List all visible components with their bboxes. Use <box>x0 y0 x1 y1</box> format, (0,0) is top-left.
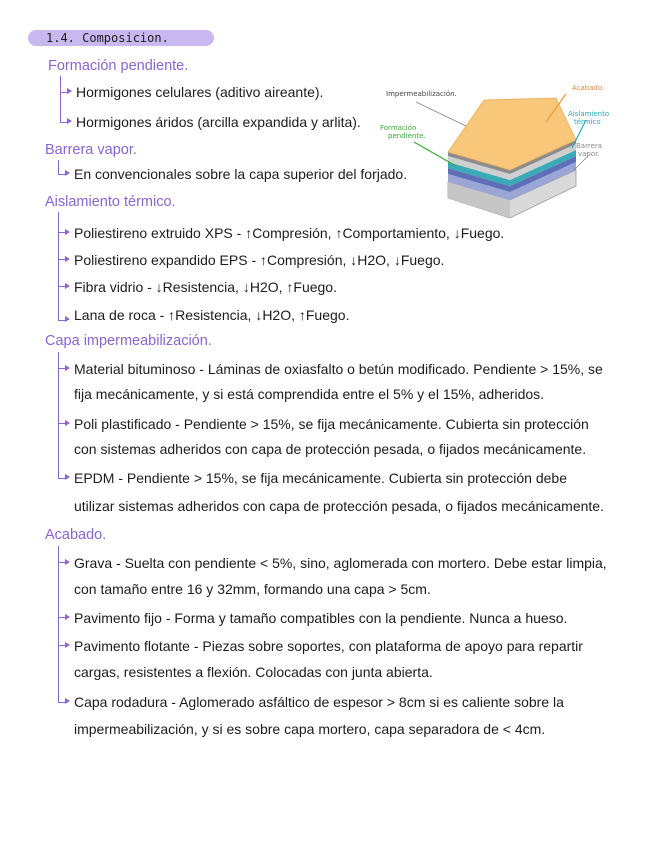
arrow-icon <box>67 118 72 124</box>
item-grava-l2: con tamaño entre 16 y 32mm, formando una capa > 5cm. <box>74 581 431 597</box>
branch <box>58 368 65 369</box>
arrow-icon <box>65 170 70 176</box>
arrow-icon <box>65 365 70 371</box>
diagram-label-formacion-2: pendiente. <box>388 132 426 140</box>
item-eps: Poliestireno expandido EPS - ↑Compresión, ↓H2O, ↓Fuego. <box>74 252 445 268</box>
diagram-label-formacion-1: Formación <box>380 124 417 132</box>
item-lana-roca: Lana de roca - ↑Resistencia, ↓H2O, ↑Fuego. <box>74 307 350 323</box>
branch <box>58 645 65 646</box>
item-pavimento-flotante-l2: cargas, resistentes a flexión. Colocadas con junta abierta. <box>74 664 433 680</box>
arrow-icon <box>65 698 70 704</box>
item-barrera: En convencionales sobre la capa superior del forjado. <box>74 166 408 182</box>
item-fibra-vidrio: Fibra vidrio - ↓Resistencia, ↓H2O, ↑Fuego. <box>74 279 337 295</box>
arrow-icon <box>65 642 70 648</box>
branch <box>58 423 65 424</box>
arrow-icon <box>65 229 70 235</box>
item-pavimento-flotante-l1: Pavimento flotante - Piezas sobre soportes, con plataforma de apoyo para repartir <box>74 638 583 654</box>
arrow-icon <box>65 256 70 262</box>
item-poli-l1: Poli plastificado - Pendiente > 15%, se fija mecánicamente. Cubierta sin protección <box>74 416 589 432</box>
item-epdm-l2: utilizar sistemas adheridos con capa de protección pesada, o fijados mecánicamente. <box>74 498 604 514</box>
item-epdm-l1: EPDM - Pendiente > 15%, se fija mecánicamente. Cubierta sin protección debe <box>74 470 567 486</box>
arrow-icon <box>65 316 70 322</box>
diagram-label-aislamiento-1: Aislamiento <box>568 110 610 118</box>
tree-line-acabado <box>58 546 59 702</box>
branch <box>58 259 65 260</box>
item-xps: Poliestireno extruido XPS - ↑Compresión, ↑Comportamiento, ↓Fuego. <box>74 225 505 241</box>
diagram-label-acabado: Acabado. <box>572 84 605 92</box>
arrow-icon <box>65 420 70 426</box>
heading-aislamiento: Aislamiento térmico. <box>45 194 176 210</box>
heading-formacion: Formación pendiente. <box>48 58 189 74</box>
diagram-label-impermeabilizacion: Impermeabilización. <box>386 90 457 98</box>
branch <box>58 232 65 233</box>
heading-barrera: Barrera vapor. <box>45 142 137 158</box>
tree-line-impermeabilizacion <box>58 352 59 478</box>
branch <box>58 286 65 287</box>
arrow-icon <box>65 559 70 565</box>
tree-line-aislamiento <box>58 212 59 320</box>
branch <box>58 617 65 618</box>
heading-acabado: Acabado. <box>45 527 107 543</box>
item-hormigones-aridos: Hormigones áridos (arcilla expandida y arlita). <box>76 114 361 130</box>
arrow-icon <box>67 88 72 94</box>
arrow-icon <box>65 283 70 289</box>
item-capa-rodadura-l1: Capa rodadura - Aglomerado asfáltico de espesor > 8cm si es caliente sobre la <box>74 694 564 710</box>
arrow-icon <box>65 474 70 480</box>
diagram-label-barrera-1: Barrera <box>576 142 603 150</box>
diagram-label-aislamiento-2: térmico <box>574 118 601 126</box>
diagram-label-barrera-2: vapor. <box>578 150 600 158</box>
item-grava-l1: Grava - Suelta con pendiente < 5%, sino, aglomerada con mortero. Debe estar limpia, <box>74 555 607 571</box>
branch <box>60 84 67 93</box>
branch <box>58 562 65 563</box>
item-bituminoso-l1: Material bituminoso - Láminas de oxiasfalto o betún modificado. Pendiente > 15%, se <box>74 361 603 377</box>
item-poli-l2: con sistemas adheridos con capa de protección pesada, o fijados mecánicamente. <box>74 441 587 457</box>
section-title: 1.4. Composicion. <box>46 31 169 45</box>
item-pavimento-fijo: Pavimento fijo - Forma y tamaño compatibles con la pendiente. Nunca a hueso. <box>74 610 568 626</box>
item-hormigones-celulares: Hormigones celulares (aditivo aireante). <box>76 84 324 100</box>
item-capa-rodadura-l2: impermeabilización, y si es sobre capa mortero, capa separadora de < 4cm. <box>74 721 546 737</box>
item-bituminoso-l2: fija mecánicamente, y si está comprendida entre el 5% y el 15%, adheridos. <box>74 386 545 402</box>
roof-layers-diagram <box>376 82 624 220</box>
arrow-icon <box>65 614 70 620</box>
heading-impermeabilizacion: Capa impermeabilización. <box>45 333 212 349</box>
